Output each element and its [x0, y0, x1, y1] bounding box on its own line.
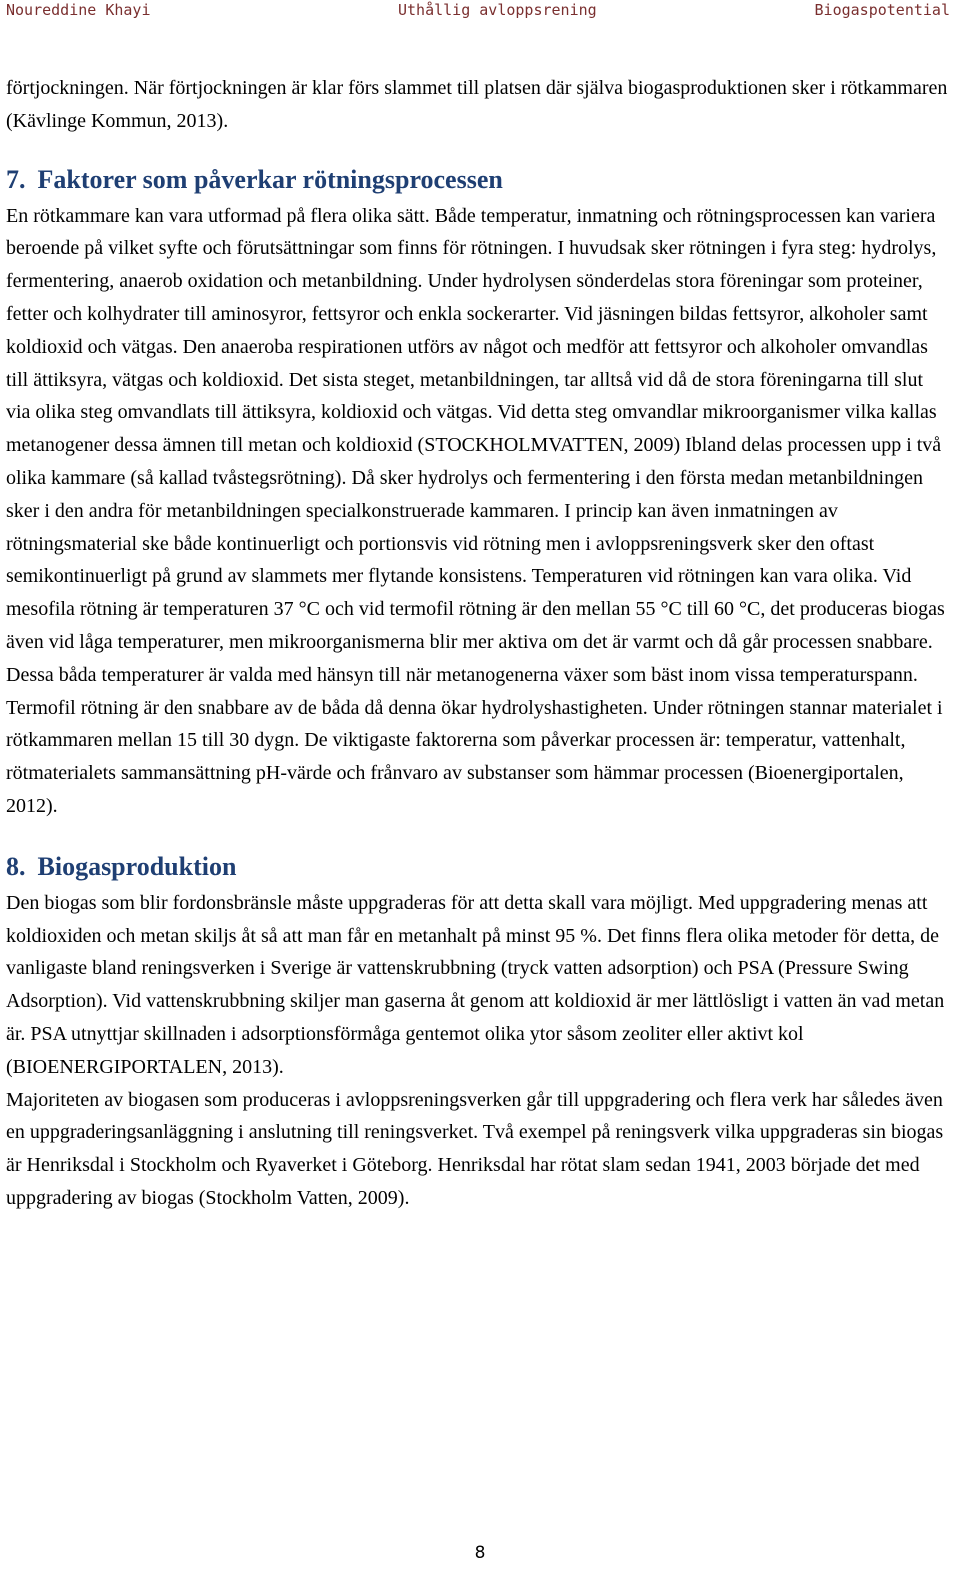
page-content: [6, 72, 952, 1215]
section-7-number: 7.: [6, 164, 26, 194]
page-footer: [0, 1543, 960, 1563]
section-7-paragraph: En rötkammare kan vara utformad på flera olika sätt. Både temperatur, inmatning och rötningsprocessen kan variera beroende på vilket syfte och förutsättningar som finns för rötningen. I huvudsak sker rötningen i fyra steg: hydrolys, fermentering, anaerob oxidation och metanbildning. Under hydrolysen sönderdelas stora föreningar som proteiner, fetter och kolhydrater till aminosyror, fettsyror och enkla sockerarter. Vid jäsningen bildas fettsyror, alkoholer samt koldioxid och vätgas. Den anaeroba respirationen utförs av något och medför att fettsyror och alkoholer omvandlas till ättiksyra, vätgas och koldioxid. Det sista steget, metanbildningen, tar alltså vid då de stora föreningarna till slut via olika steg omvandlats till ättiksyra, koldioxid och vätgas. Vid detta steg omvandlar mikroorganismer vilka kallas metanogener dessa ämnen till metan och koldioxid (STOCKHOLMVATTEN, 2009) Ibland delas processen upp i två olika kammare (så kallad tvåstegsrötning). Då sker hydrolys och fermentering i den första medan metanbildningen sker i den andra för metanbildningen specialkonstruerade kammaren. I princip kan även inmatningen av rötningsmaterial ske både kontinuerligt och portionsvis vid rötning men i avloppsreningsverk sker den oftast semikontinuerligt på grund av slammets mer flytande konsistens. Temperaturen vid rötningen kan vara olika. Vid mesofila rötning är temperaturen 37 °C och vid termofil rötning är den mellan 55 °C till 60 °C, det produceras biogas även vid låga temperaturer, men mikroorganismerna blir mer aktiva om det är varmt och då går processen snabbare. Dessa båda temperaturer är valda med hänsyn till när metanogenerna växer som bäst inom vissa temperaturspann. Termofil rötning är den snabbare av de båda då denna ökar hydrolyshastigheten. Under rötningen stannar materialet i rötkammaren mellan 15 till 30 dygn. De viktigaste faktorerna som påverkar processen är: temperatur, vattenhalt, rötmaterialets sammansättning pH-värde och frånvaro av substanser som hämmar processen (Bioenergiportalen, 2012).: [6, 204, 945, 817]
header-section: Biogaspotential: [814, 1, 950, 19]
section-8-paragraph-1: Den biogas som blir fordonsbränsle måste uppgraderas för att detta skall vara möjligt. Med uppgradering menas att koldioxiden och metan skiljs åt så att man får en metanhalt på minst 95 %. Det finns flera olika metoder för detta, de vanligaste bland reningsverken i Sverige är vattenskrubbning (tryck vatten adsorption) och PSA (Pressure Swing Adsorption). Vid vattenskrubbning skiljer man gaserna åt genom att koldioxid är mer lättlösligt i vatten än vad metan är. PSA utnyttjar skillnaden i adsorptionsförmåga gentemot olika ytor såsom zeoliter eller aktivt kol (BIOENERGIPORTALEN, 2013).: [6, 891, 945, 1078]
page-header: [0, 0, 960, 26]
section-7-heading: [6, 160, 952, 200]
header-author: Noureddine Khayi: [6, 1, 151, 19]
section-7-title: Faktorer som påverkar rötningsprocessen: [37, 164, 503, 194]
section-8-number: 8.: [6, 851, 26, 881]
page-number: 8: [474, 1543, 486, 1563]
intro-paragraph: förtjockningen. När förtjockningen är klar förs slammet till platsen där själva biogasproduktionen sker i rötkammaren (Kävlinge Kommun, 2013).: [6, 77, 948, 132]
section-8-heading: [6, 847, 952, 887]
header-title: Uthållig avloppsrening: [398, 1, 597, 19]
section-8-title: Biogasproduktion: [37, 851, 237, 881]
section-8-paragraph-2: Majoriteten av biogasen som produceras i avloppsreningsverken går till uppgradering och flera verk har således även en uppgraderingsanläggning i anslutning till reningsverket. Två exempel på reningsverk vilka uppgraderas sin biogas är Henriksdal i Stockholm och Ryaverket i Göteborg. Henriksdal har rötat slam sedan 1941, 2003 började det med uppgradering av biogas (Stockholm Vatten, 2009).: [6, 1088, 944, 1209]
